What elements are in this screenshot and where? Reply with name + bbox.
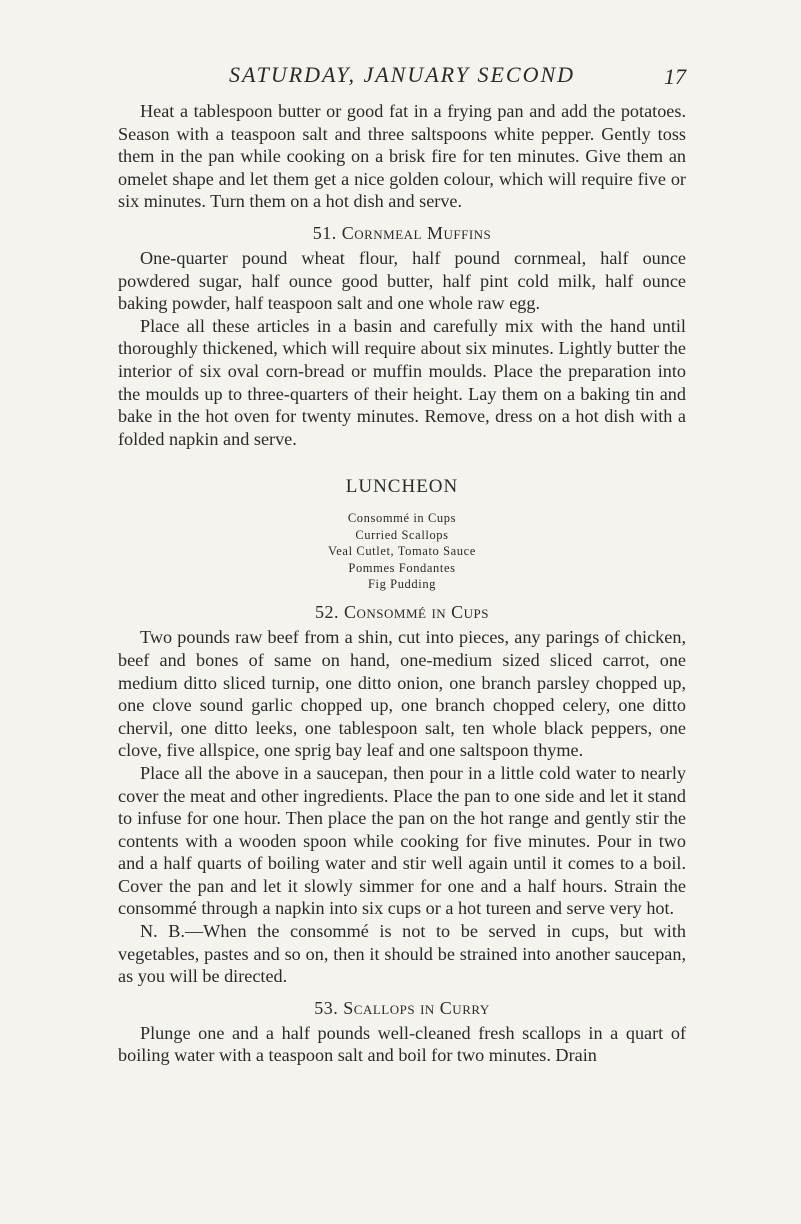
intro-paragraph: Heat a tablespoon butter or good fat in a frying pan and add the potatoes. Season with a teaspoon salt and three saltspoons white pepper. Gently toss them in the pan while cooking on a brisk fire for ten minutes. Give them an omelet shape and let them get a nice golden colour, which will require five or six minutes. Turn them on a hot dish and serve.: [118, 101, 686, 212]
recipe-52-paragraph: Place all the above in a saucepan, then pour in a little cold water to nearly cover the meat and other ingredients. Place the pan to one side and let it stand to infuse for one hour. Then place the pan on the hot range and gently stir the contents with a wooden spoon while cooking for five minutes. Pour in two and a half quarts of boiling water and stir well again until it comes to a boil. Cover the pan and let it slowly simmer for one and a half hours. Strain the consommé through a napkin into six cups or a hot tureen and serve very hot.: [118, 762, 686, 919]
recipe-heading-52: 52. Consommé in Cups: [314, 602, 490, 623]
running-title: SATURDAY, JANUARY SECOND: [228, 62, 576, 87]
recipe-heading-51: 51. Cornmeal Muffins: [312, 222, 492, 243]
page-number: 17: [664, 64, 686, 89]
menu-item: Veal Cutlet, Tomato Sauce: [328, 544, 476, 559]
recipe-52-paragraph: N. B.—When the consommé is not to be served in cups, but with vegetables, pastes and so on, then it should be strained into another saucepan, as you will be directed.: [118, 921, 686, 987]
recipe-52-paragraph: Two pounds raw beef from a shin, cut into pieces, any parings of chicken, beef and bones of same on hand, one-medium sized sliced carrot, one medium ditto sliced turnip, one ditto onion, one branch parsley chopped up, one clove sound garlic chopped up, one branch chopped celery, one ditto chervil, one ditto leeks, one tablespoon salt, ten whole black peppers, one clove, five allspice, one sprig bay leaf and one saltspoon thyme.: [118, 627, 686, 761]
menu-item: Curried Scallops: [355, 527, 449, 542]
menu-item: Pommes Fondantes: [348, 560, 456, 575]
menu-item: Fig Pudding: [367, 576, 437, 591]
page-content: [118, 100, 686, 1067]
menu-item: Consommé in Cups: [347, 511, 457, 526]
recipe-53-paragraph: Plunge one and a half pounds well-cleaned fresh scallops in a quart of boiling water with a teaspoon salt and boil for two minutes. Drain: [118, 1022, 686, 1066]
recipe-51-paragraph: One-quarter pound wheat flour, half pound cornmeal, half ounce powdered sugar, half ounce good butter, half pint cold milk, half ounce baking powder, half teaspoon salt and one whole raw egg.: [118, 247, 686, 314]
luncheon-title: LUNCHEON: [345, 476, 459, 498]
recipe-heading-53: 53. Scallops in Curry: [314, 997, 490, 1018]
luncheon-menu: [118, 510, 686, 592]
running-head: [118, 62, 686, 94]
recipe-51-paragraph: Place all these articles in a basin and carefully mix with the hand until thoroughly thickened, which will require about six minutes. Lightly butter the interior of six oval corn-bread or muffin moulds. Place the preparation into the moulds up to three-quarters of their height. Lay them on a baking tin and bake in the hot oven for twenty minutes. Remove, dress on a hot dish with a folded napkin and serve.: [118, 315, 686, 449]
